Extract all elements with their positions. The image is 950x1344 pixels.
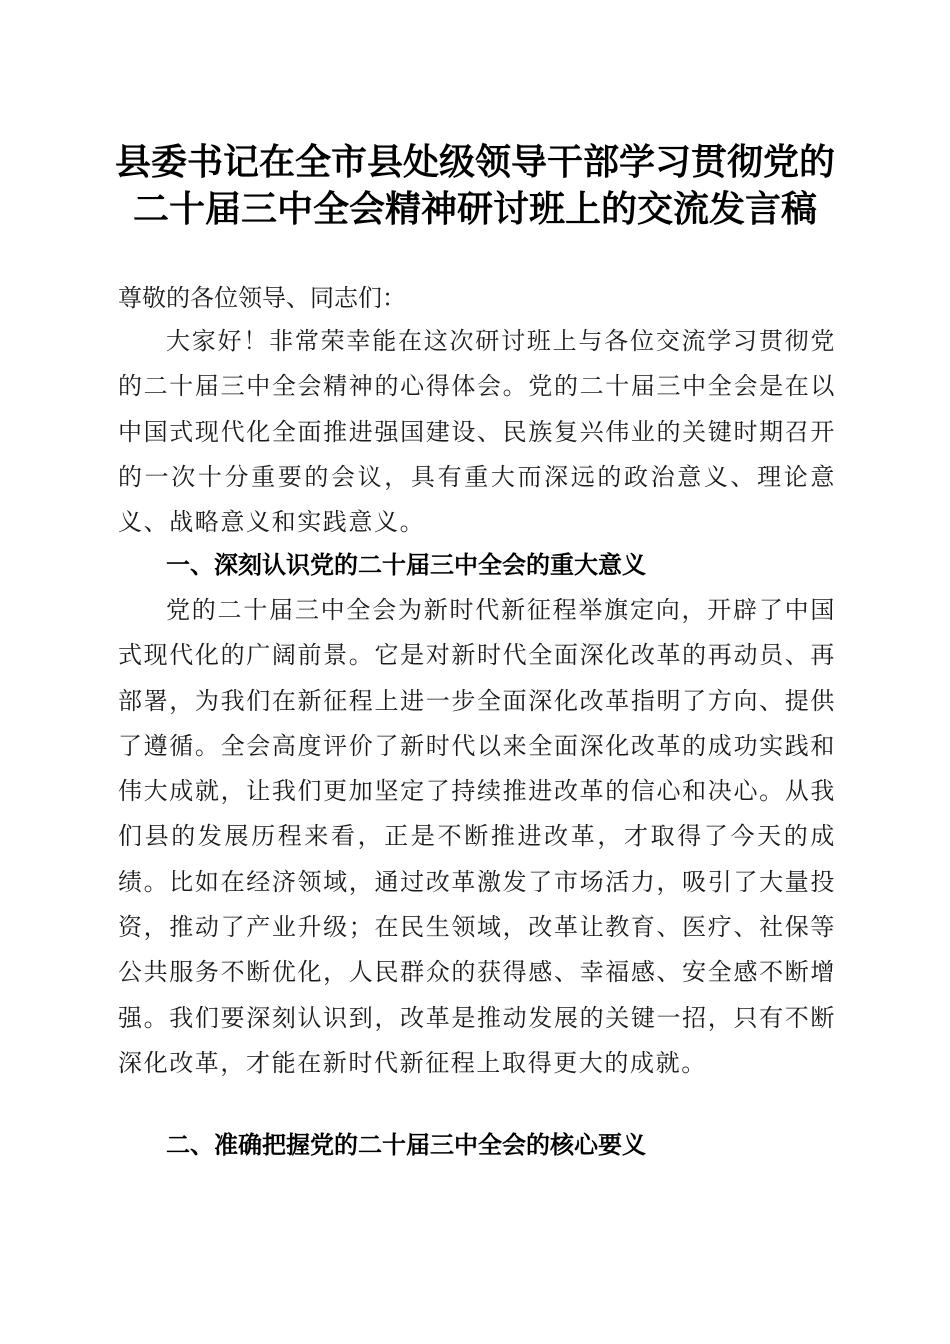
paragraph-intro: 大家好！非常荣幸能在这次研讨班上与各位交流学习贯彻党的二十届三中全会精神的心得体会。党的二十届三中全会是在以中国式现代化全面推进强国建设、民族复兴伟业的关键时期召开的一次十分重要的会议，具有重大而深远的政治意义、理论意义、战略意义和实践意义。 [118, 327, 836, 537]
section-heading-2: 二、准确把握党的二十届三中全会的核心要义 [166, 1131, 646, 1159]
document-title-line-2: 二十届三中全会精神研讨班上的交流发言稿 [132, 188, 817, 230]
section-heading-1: 一、深刻认识党的二十届三中全会的重大意义 [166, 551, 646, 579]
salutation: 尊敬的各位领导、同志们： [118, 284, 406, 312]
paragraph-section-1: 党的二十届三中全会为新时代新征程举旗定向，开辟了中国式现代化的广阔前景。它是对新时代全面深化改革的再动员、再部署，为我们在新征程上进一步全面深化改革指明了方向、提供了遵循。全会高度评价了新时代以来全面深化改革的成功实践和伟大成就，让我们更加坚定了持续推进改革的信心和决心。从我们县的发展历程来看，正是不断推进改革，才取得了今天的成绩。比如在经济领域，通过改革激发了市场活力，吸引了大量投资，推动了产业升级；在民生领域，改革让教育、医疗、社保等公共服务不断优化，人民群众的获得感、幸福感、安全感不断增强。我们要深刻认识到，改革是推动发展的关键一招，只有不断深化改革，才能在新时代新征程上取得更大的成就。 [118, 596, 836, 1077]
document-title-line-1: 县委书记在全市县处级领导干部学习贯彻党的 [114, 141, 835, 183]
